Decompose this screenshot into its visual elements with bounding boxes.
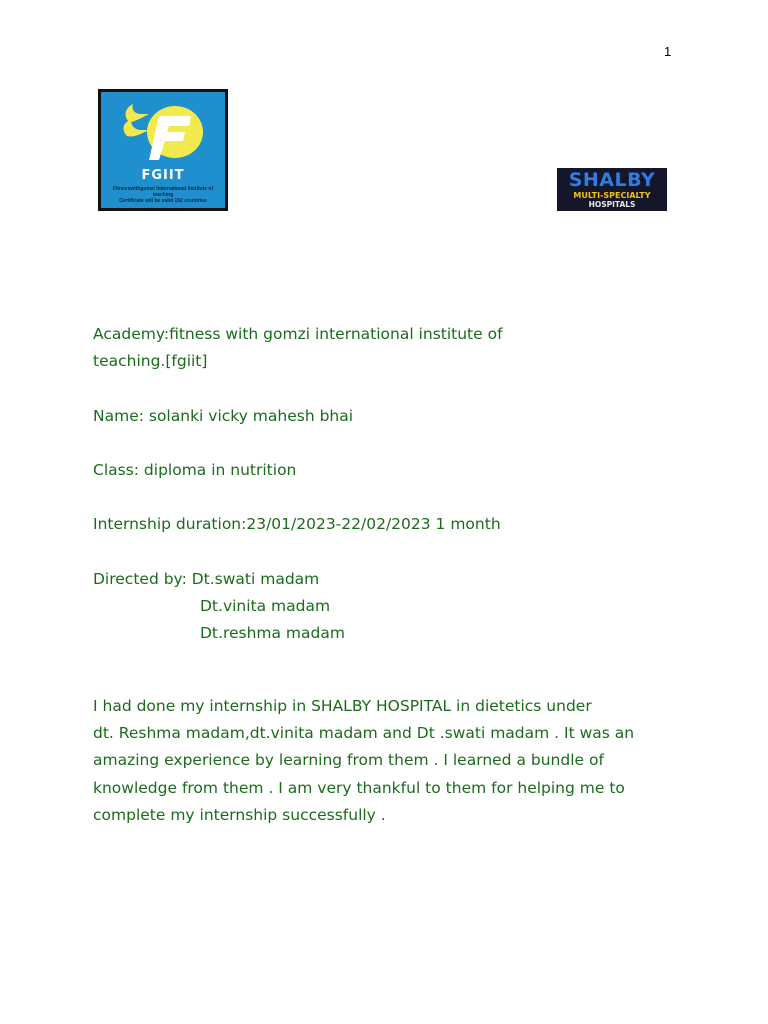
fgiit-flame-mark-icon [119,102,205,164]
fgiit-tagline-line-2: Certificate will be valid 192 countries [119,198,207,204]
shalby-logo-name: SHALBY [568,169,656,191]
fgiit-tagline-line-1: Fitnesswithgomzi International Institute of teaching [112,186,214,198]
academy-line-1: Academy:fitness with gomzi international institute of [93,325,503,343]
class-line: Class: diploma in nutrition [93,461,297,479]
shalby-logo-line-2: HOSPITALS [588,200,636,209]
paragraph-line-4: knowledge from them . I am very thankful to them for helping me to [93,778,625,797]
fgiit-logo-name: FGIIT [141,168,185,183]
paragraph-line-1: I had done my internship in SHALBY HOSPITAL in dietetics under [93,697,592,715]
director-3: Dt.reshma madam [200,624,345,642]
paragraph-line-2: dt. Reshma madam,dt.vinita madam and Dt .swati madam . It was an [93,724,635,743]
student-name: Name: solanki vicky mahesh bhai [93,407,354,425]
shalby-logo-line-1: MULTI-SPECIALTY [573,191,651,200]
fgiit-logo-tagline [105,186,221,204]
academy-line-2: teaching.[fgiit] [93,352,208,370]
fgiit-logo [98,89,228,211]
page-number: 1 [664,44,672,59]
internship-duration: Internship duration:23/01/2023-22/02/2023 1 month [93,515,501,533]
internship-paragraph [93,693,683,829]
paragraph-line-3: amazing experience by learning from them . I learned a bundle of [93,751,604,770]
fgiit-logo-background [101,92,225,208]
director-2: Dt.vinita madam [200,597,331,615]
paragraph-line-5: complete my internship successfully . [93,805,386,824]
shalby-logo [557,168,667,211]
directed-by: Directed by: Dt.swati madam [93,570,320,588]
